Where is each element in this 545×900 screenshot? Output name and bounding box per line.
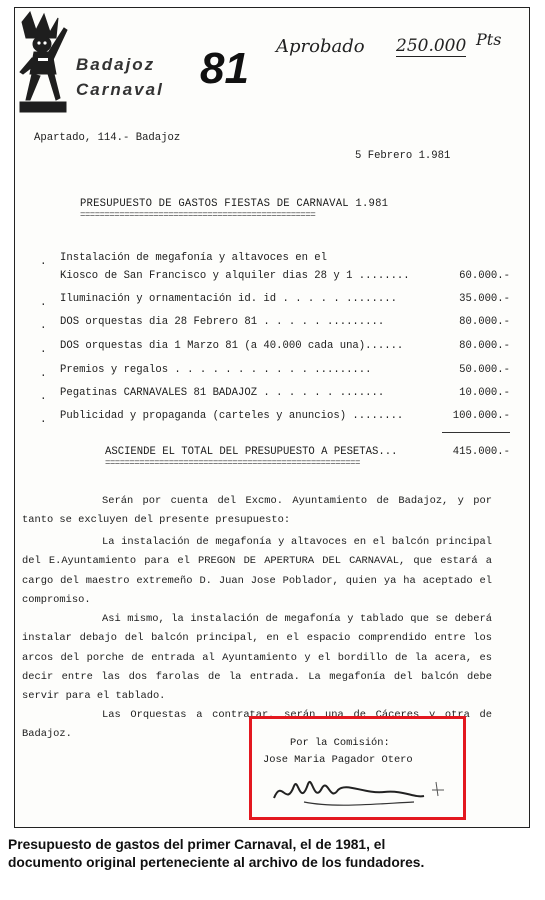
paragraph-2: La instalación de megafonía y altavoces en el balcón principal del E.Ayuntamiento para el PREGON DE APERTURA DEL CARNAVAL, que estará a cargo del maestro extremeño D. Juan Jose Poblador, quien ya ha aceptado el compromiso.	[22, 536, 492, 606]
paragraph-4: Las Orquestas a contratar, serán una de Cáceres y otra de Badajoz.	[22, 709, 492, 741]
item-3-text: DOS orquestas dia 28 Febrero 81 . . . . . .........	[60, 316, 385, 328]
logo-year: 81	[200, 44, 249, 93]
paragraph-exclusions	[22, 492, 492, 531]
handwritten-amount: 250.000	[396, 36, 467, 56]
logo-name-2: Carnaval	[76, 80, 164, 99]
total-label: ASCIENDE EL TOTAL DEL PRESUPUESTO A PESETAS...	[105, 446, 398, 458]
item-2-text: Iluminación y ornamentación id. id . . . . . ........	[60, 293, 397, 305]
item-5-amount: 50.000.-	[459, 364, 510, 376]
caption-line-2: documento original perteneciente al archivo de los fundadores.	[8, 855, 425, 870]
list-bullet: .	[40, 391, 47, 403]
list-bullet: .	[40, 368, 47, 380]
item-6-amount: 10.000.-	[459, 387, 510, 399]
image-caption	[8, 836, 538, 872]
paragraph-megafonia	[22, 533, 492, 610]
item-1-line-2: Kiosco de San Francisco y alquiler dias 28 y 1 ........	[60, 270, 410, 282]
handwritten-unit: Pts	[476, 30, 502, 49]
item-3-amount: 80.000.-	[459, 316, 510, 328]
item-4-amount: 80.000.-	[459, 340, 510, 352]
list-bullet: .	[40, 297, 47, 309]
signature-name: Jose Maria Pagador Otero	[263, 754, 413, 766]
total-rule	[442, 432, 510, 433]
item-6-text: Pegatinas CARNAVALES 81 BADAJOZ . . . . . . .......	[60, 387, 385, 399]
handwritten-approval-note: Aprobado	[276, 36, 365, 57]
handwritten-signature	[264, 768, 454, 814]
paragraph-1: Serán por cuenta del Excmo. Ayuntamiento de Badajoz, y por tanto se excluyen del presente presupuesto:	[22, 495, 492, 527]
list-bullet: .	[40, 344, 47, 356]
document-title: PRESUPUESTO DE GASTOS FIESTAS DE CARNAVAL 1.981	[80, 198, 389, 210]
item-7-amount: 100.000.-	[452, 410, 510, 422]
total-underline: ====================================================	[105, 458, 360, 468]
item-2-amount: 35.000.-	[459, 293, 510, 305]
item-1-amount: 60.000.-	[459, 270, 510, 282]
item-5-text: Premios y regalos . . . . . . . . . . . .........	[60, 364, 372, 376]
logo-name: Badajoz	[76, 55, 156, 74]
item-4-text: DOS orquestas dia 1 Marzo 81 (a 40.000 cada una)......	[60, 340, 404, 352]
paragraph-tablado	[22, 610, 492, 706]
total-amount: 415.000.-	[452, 446, 510, 458]
title-underline: ================================================	[80, 210, 316, 220]
list-bullet: .	[40, 320, 47, 332]
item-1-line-1: Instalación de megafonía y altavoces en el	[60, 252, 328, 264]
signature-committee: Por la Comisión:	[290, 737, 390, 749]
carnival-figure-logo	[16, 8, 72, 118]
address-line: Apartado, 114.- Badajoz	[34, 132, 181, 144]
list-bullet: .	[40, 256, 47, 268]
list-bullet: .	[40, 414, 47, 426]
document-date: 5 Febrero 1.981	[355, 150, 451, 162]
paragraph-3: Asi mismo, la instalación de megafonía y tablado que se deberá instalar debajo del balcón principal, en el espacio comprendido entre los arcos del porche de entrada al Ayuntamiento y el bordillo de la acera, es decir entre las dos farolas de la entrada. La megafonía del balcón debe servir para el tablado.	[22, 613, 492, 703]
caption-line-1: Presupuesto de gastos del primer Carnaval, el de 1981, el	[8, 837, 386, 852]
logo-text	[76, 52, 164, 102]
item-7-text: Publicidad y propaganda (carteles y anuncios) ........	[60, 410, 404, 422]
